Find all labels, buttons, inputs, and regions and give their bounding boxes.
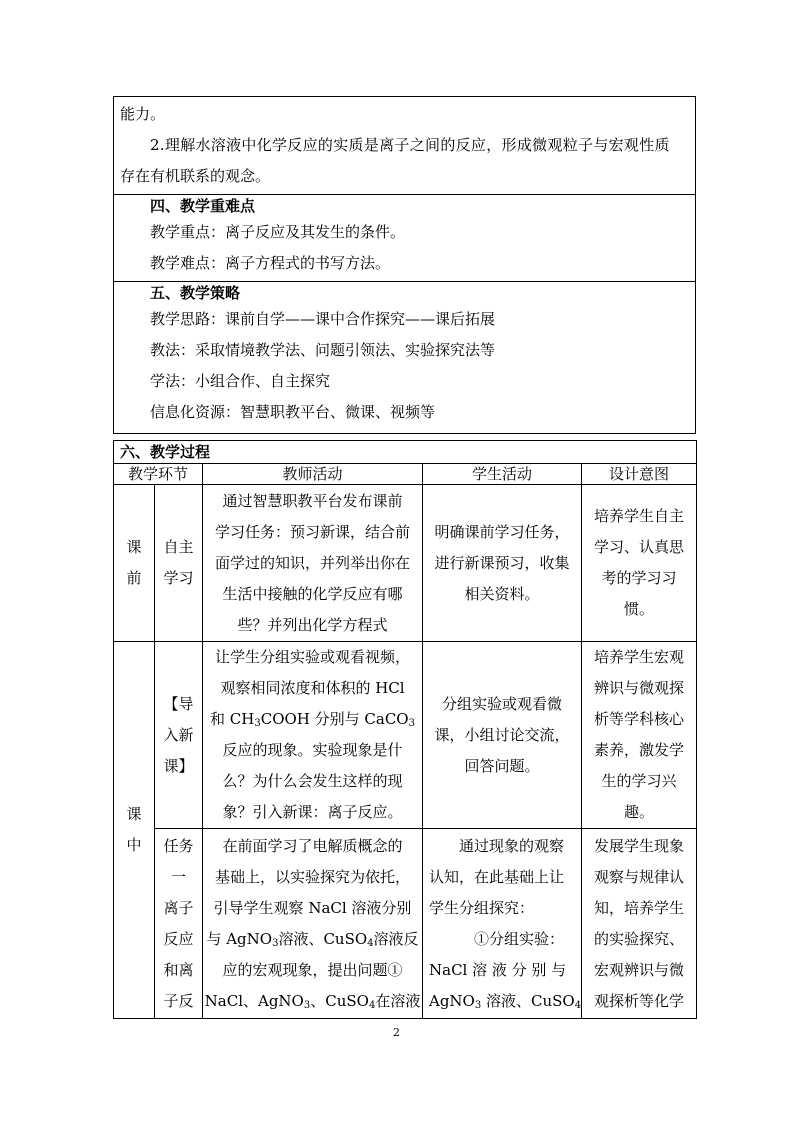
teacher-activity-cell: 在前面学习了电解质概念的 基础上，以实验探究为依托， 引导学生观察 NaCl 溶液分别 与 AgNO$_3$溶液、CuSO$_4$溶液反 应的宏观现象，提出问题① NaCl、AgNO$_3$、CuSO$_4$在溶液: [203, 829, 423, 1019]
objective-text: 能力。: [120, 105, 166, 123]
teaching-process-table: [113, 440, 697, 1019]
step-cell: 【导 入新 课】: [155, 642, 203, 829]
objectives-continuation: [114, 97, 695, 195]
column-header: 教师活动: [203, 464, 423, 485]
column-header: 学生活动: [423, 464, 582, 485]
page-number: 2: [393, 1026, 400, 1039]
column-header: 设计意图: [582, 464, 697, 485]
table-row: [114, 829, 697, 1019]
section-strategy: [114, 282, 695, 433]
step-cell: 自主 学习: [155, 485, 203, 642]
difficult-point-text: 教学难点：离子方程式的书写方法。: [150, 254, 391, 272]
objective-text: 2.理解水溶液中化学反应的实质是离子之间的反应，形成微观粒子与宏观性质: [150, 136, 670, 154]
stage-cell: 课 前: [114, 485, 155, 642]
step-cell: 任务 一 离子 反应 和离 子反: [155, 829, 203, 1019]
design-intent-cell: 发展学生现象 观察与规律认 知，培养学生 的实验探究、 宏观辨识与微 观探析等化学: [582, 829, 697, 1019]
student-activity-cell: 明确课前学习任务， 进行新课预习，收集 相关资料。: [423, 485, 582, 642]
column-header: 教学环节: [114, 464, 203, 485]
section-key-points: [114, 195, 695, 282]
text-frame: [113, 96, 696, 434]
key-point-text: 教学重点：离子反应及其发生的条件。: [150, 223, 406, 241]
section-heading: 五、教学策略: [150, 284, 241, 302]
objective-text: 存在有机联系的观念。: [120, 167, 271, 185]
section-heading: 六、教学过程: [114, 441, 697, 464]
section-heading: 四、教学重难点: [150, 197, 256, 215]
strategy-text: 教学思路：课前自学——课中合作探究——课后拓展: [150, 310, 496, 328]
strategy-text: 教法：采取情境教学法、问题引领法、实验探究法等: [150, 341, 496, 359]
table-row: [114, 485, 697, 642]
student-activity-cell: 通过现象的观察 认知，在此基础上让 学生分组探究： ①分组实验： NaCl 溶 液 分 别 与 AgNO$_3$ 溶液、CuSO$_4$: [423, 829, 582, 1019]
table-row: [114, 642, 697, 829]
design-intent-cell: 培养学生宏观 辨识与微观探 析等学科核心 素养，激发学 生的学习兴 趣。: [582, 642, 697, 829]
strategy-text: 学法：小组合作、自主探究: [150, 372, 331, 390]
design-intent-cell: 培养学生自主 学习、认真思 考的学习习 惯。: [582, 485, 697, 642]
strategy-text: 信息化资源：智慧职教平台、微课、视频等: [150, 403, 436, 421]
student-activity-cell: 分组实验或观看微 课，小组讨论交流， 回答问题。: [423, 642, 582, 829]
teacher-activity-cell: 通过智慧职教平台发布课前 学习任务：预习新课，结合前 面学过的知识，并列举出你在 生活中接触的化学反应有哪 些？并列出化学方程式: [203, 485, 423, 642]
teacher-activity-cell: 让学生分组实验或观看视频， 观察相同浓度和体积的 HCl 和 $CH_3COOH$ 分别与 CaCO$_3$ 反应的现象。实验现象是什 么？为什么会发生这样的现 象？引入新课：离子反应。: [203, 642, 423, 829]
table-header: [114, 464, 697, 485]
stage-cell: 课 中: [114, 642, 155, 1019]
